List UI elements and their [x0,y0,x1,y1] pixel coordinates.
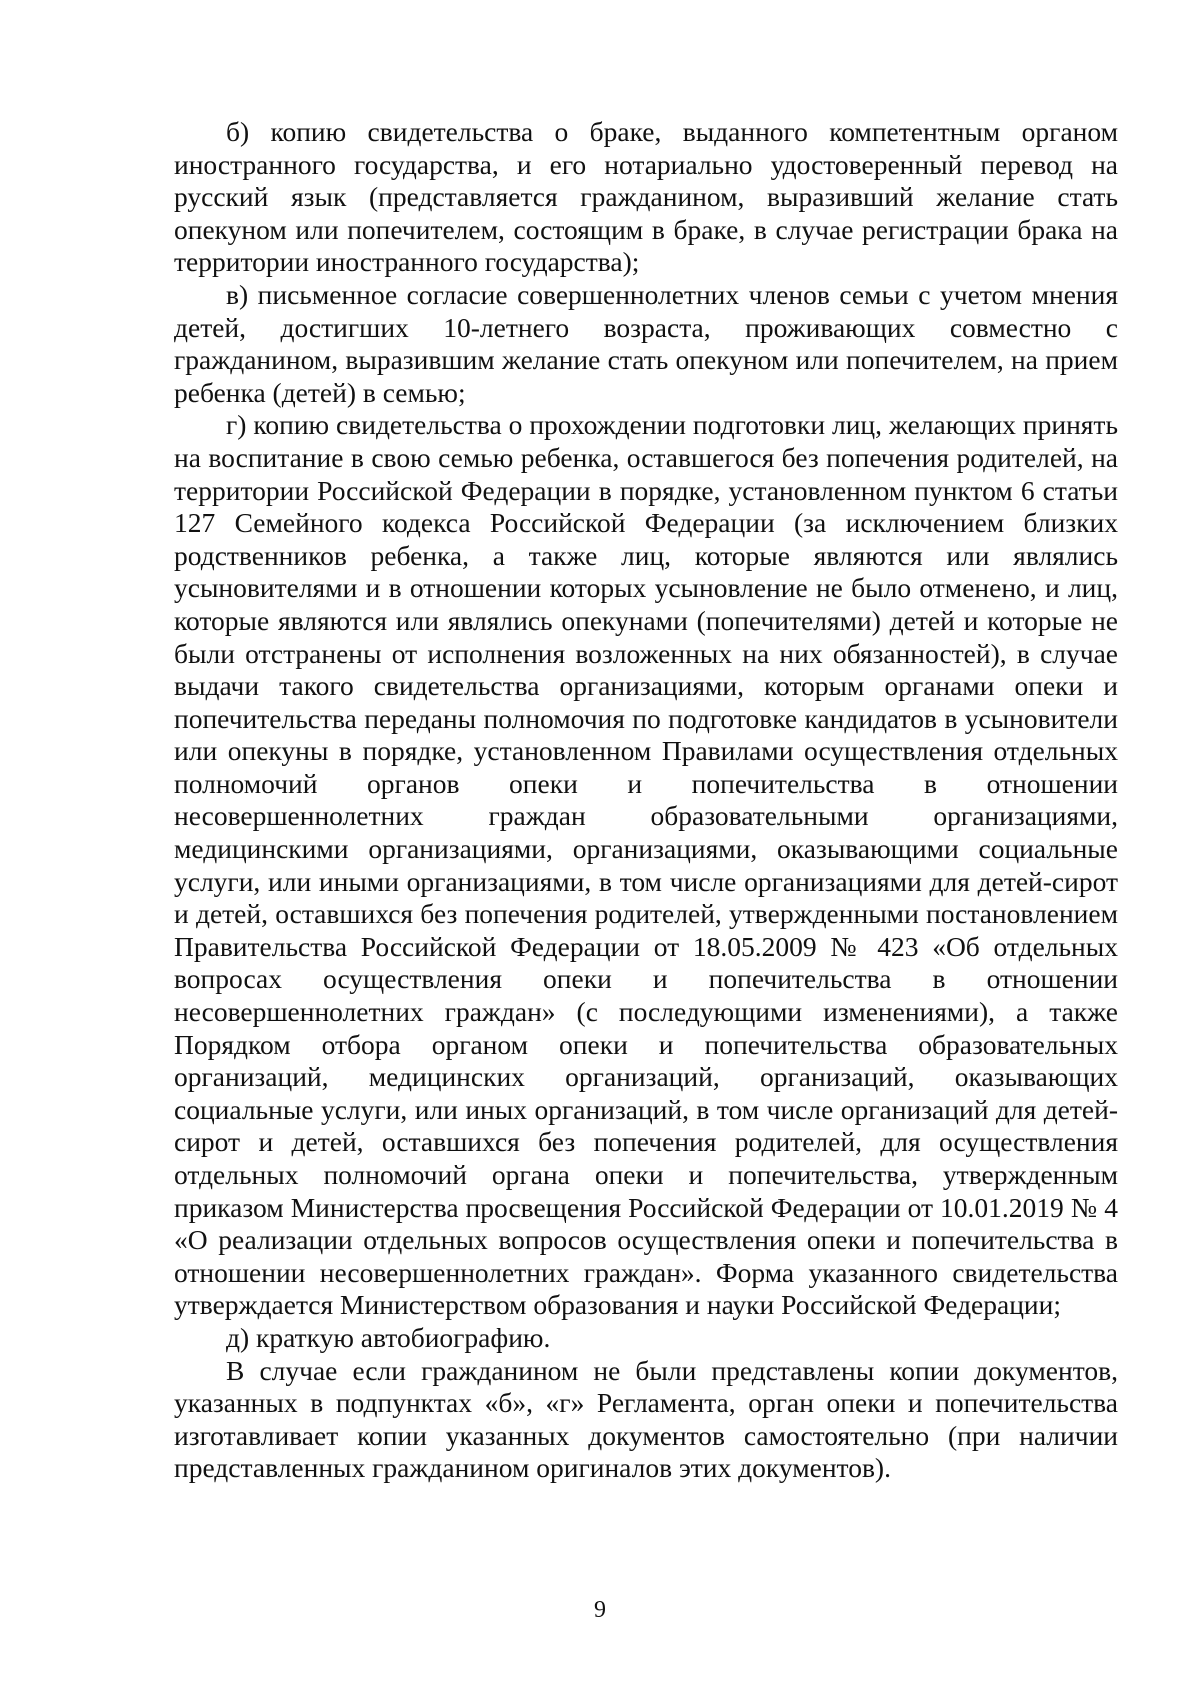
paragraph-item-v: в) письменное согласие совершеннолетних членов семьи с учетом мнения детей, достигших 10-летнего возраста, проживающих совместно с гражданином, выразившим желание стать опекуном или попечителем, на прием ребенка (детей) в семью; [174,278,1118,408]
paragraph-copies-note: В случае если гражданином не были представлены копии документов, указанных в подпунктах «б», «г» Регламента, орган опеки и попечительства изготавливает копии указанных документов самостоятельно (при наличии представленных гражданином оригиналов этих документов). [174,1354,1118,1484]
paragraph-item-g: г) копию свидетельства о прохождении подготовки лиц, желающих принять на воспитание в свою семью ребенка, оставшегося без попечения родителей, на территории Российской Федерации в порядке, установленном пунктом 6 статьи 127 Семейного кодекса Российской Федерации (за исключением близких родственников ребенка, а также лиц, которые являются или являлись усыновителями и в отношении которых усыновление не было отменено, и лиц, которые являются или являлись опекунами (попечителями) детей и которые не были отстранены от исполнения возложенных на них обязанностей), в случае выдачи такого свидетельства организациями, которым органами опеки и попечительства переданы полномочия по подготовке кандидатов в усыновители или опекуны в порядке, установленном Правилами осуществления отдельных полномочий органов опеки и попечительства в отношении несовершеннолетних граждан образовательными организациями, медицинскими организациями, организациями, оказывающими социальные услуги, или иными организациями, в том числе организациями для детей-сирот и детей, оставшихся без попечения родителей, утвержденными постановлением Правительства Российской Федерации от 18.05.2009 № 423 «Об отдельных вопросах осуществления опеки и попечительства в отношении несовершеннолетних граждан» (с последующими изменениями), а также Порядком отбора органом опеки и попечительства образовательных организаций, медицинских организаций, организаций, оказывающих социальные услуги, или иных организаций, в том числе организаций для детей-сирот и детей, оставшихся без попечения родителей, для осуществления отдельных полномочий органа опеки и попечительства, утвержденным приказом Министерства просвещения Российской Федерации от 10.01.2019 № 4 «О реализации отдельных вопросов осуществления опеки и попечительства в отношении несовершеннолетних граждан». Форма указанного свидетельства утверждается Министерством образования и науки Российской Федерации; [174,409,1118,1321]
document-body [174,116,1118,1485]
page-number: 9 [594,1597,606,1623]
paragraph-item-b: б) копию свидетельства о браке, выданного компетентным органом иностранного государства, и его нотариально удостоверенный перевод на русский язык (представляется гражданином, выразивший желание стать опекуном или попечителем, состоящим в браке, в случае регистрации брака на территории иностранного государства); [174,116,1118,278]
paragraph-item-d: д) краткую автобиографию. [226,1321,551,1353]
